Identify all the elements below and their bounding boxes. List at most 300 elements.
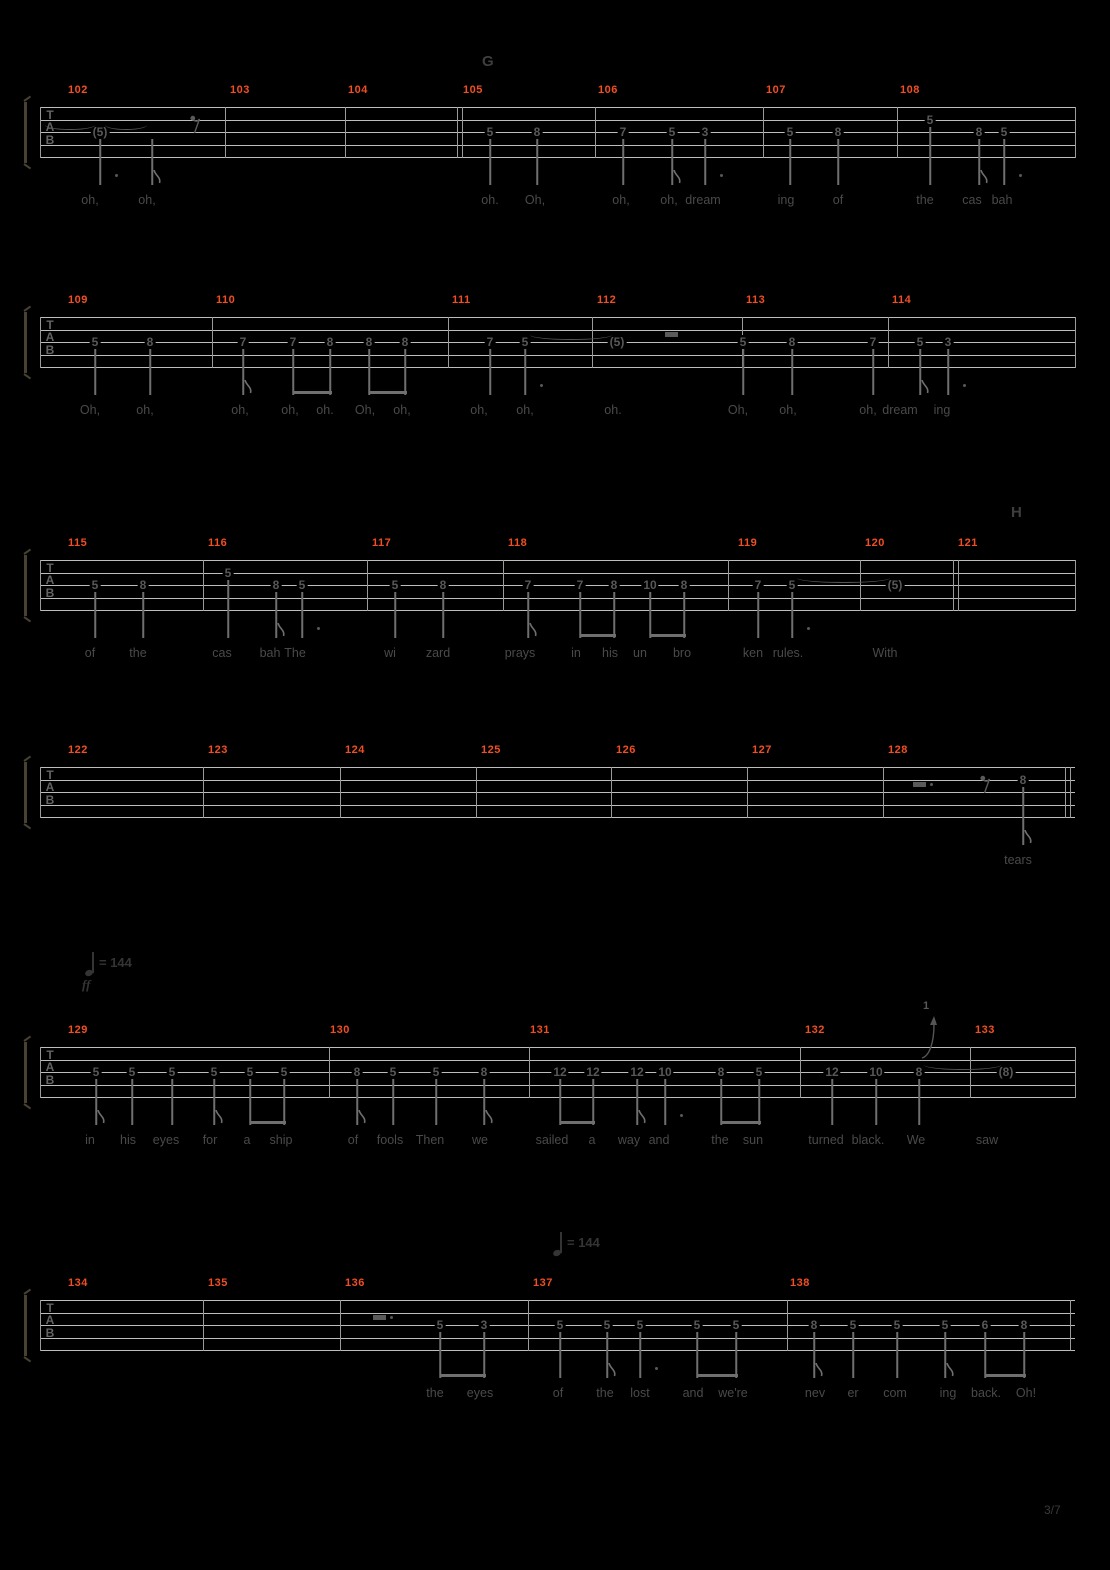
- lyric-syllable: of: [347, 1133, 359, 1147]
- barline: [1070, 767, 1071, 818]
- barline: [340, 767, 341, 818]
- barline: [457, 107, 458, 158]
- measure-number[interactable]: 120: [865, 537, 885, 549]
- note-stem: [392, 1079, 394, 1125]
- barline: [529, 1047, 530, 1098]
- note-stem: [536, 139, 538, 185]
- note-stem: [149, 349, 151, 395]
- beam: [293, 391, 332, 394]
- staff-line: [40, 573, 1075, 574]
- note-stem: [683, 592, 685, 638]
- staff-line: [40, 817, 1075, 818]
- note-stem: [613, 592, 615, 638]
- staff-line: [40, 107, 1075, 108]
- tempo-value: = 144: [567, 1235, 600, 1250]
- measure-number[interactable]: 104: [348, 84, 368, 96]
- fret-number[interactable]: 5: [788, 578, 796, 592]
- fret-number[interactable]: 8: [401, 335, 409, 349]
- tab-clef-letter: A: [45, 330, 55, 344]
- lyric-syllable: his: [602, 646, 618, 660]
- lyric-syllable: ship: [269, 1133, 293, 1147]
- barline: [448, 317, 449, 368]
- measure-number[interactable]: 108: [900, 84, 920, 96]
- note-stem: [791, 349, 793, 395]
- fret-number[interactable]: 3: [701, 125, 709, 139]
- fret-number[interactable]: 8: [326, 335, 334, 349]
- note-stem: [94, 592, 96, 638]
- fret-number[interactable]: 5: [389, 1065, 397, 1079]
- fret-number[interactable]: 5: [521, 335, 529, 349]
- barline: [203, 1300, 204, 1351]
- measure-number[interactable]: 103: [230, 84, 250, 96]
- fret-number[interactable]: 8: [834, 125, 842, 139]
- note-stem: [984, 1332, 986, 1378]
- fret-number[interactable]: 5: [391, 578, 399, 592]
- eighth-flag-icon: [529, 623, 538, 642]
- fret-number[interactable]: 8: [365, 335, 373, 349]
- eighth-flag-icon: [97, 1110, 106, 1129]
- half-rest-icon: [665, 332, 678, 337]
- fret-number[interactable]: 5: [298, 578, 306, 592]
- note-stem: [929, 127, 931, 186]
- eighth-flag-icon: [153, 170, 162, 189]
- barline: [970, 1047, 971, 1098]
- fret-number[interactable]: 8: [975, 125, 983, 139]
- lyric-syllable: for: [202, 1133, 218, 1147]
- lyric-syllable: we're: [718, 1386, 748, 1400]
- note-stem: [789, 139, 791, 185]
- augmentation-dot: [807, 627, 810, 630]
- tie-arc: [45, 120, 95, 130]
- measure-number[interactable]: 132: [805, 1024, 825, 1036]
- bracket-tip-bottom: [23, 823, 31, 829]
- eighth-rest-icon: [190, 115, 201, 139]
- fret-number[interactable]: 5: [210, 1065, 218, 1079]
- tie-arc: [797, 573, 890, 583]
- note-stem: [1023, 1332, 1025, 1378]
- note-stem: [831, 1079, 833, 1125]
- fret-number[interactable]: 7: [486, 335, 494, 349]
- barline: [462, 107, 463, 158]
- barline: [897, 107, 898, 158]
- fret-number[interactable]: 7: [619, 125, 627, 139]
- barline: [728, 560, 729, 611]
- lyric-syllable: oh,: [136, 403, 154, 417]
- tab-clef-letter: T: [46, 107, 54, 122]
- note-stem: [227, 580, 229, 639]
- fret-number[interactable]: 5: [916, 335, 924, 349]
- rest-dot: [390, 1316, 393, 1319]
- lyric-syllable: lost: [630, 1386, 650, 1400]
- fret-number[interactable]: 12: [630, 1065, 644, 1079]
- eighth-flag-icon: [980, 170, 989, 189]
- lyric-syllable: the: [711, 1133, 729, 1147]
- fret-number[interactable]: 3: [480, 1318, 488, 1332]
- measure-number[interactable]: 135: [208, 1277, 228, 1289]
- staff-line: [40, 317, 1075, 318]
- fret-number[interactable]: 5: [636, 1318, 644, 1332]
- fret-number[interactable]: 8: [1019, 772, 1027, 787]
- eighth-flag-icon: [358, 1110, 367, 1129]
- measure-number[interactable]: 130: [330, 1024, 350, 1036]
- fret-number[interactable]: 12: [586, 1065, 600, 1079]
- lyric-syllable: oh,: [393, 403, 411, 417]
- measure-number[interactable]: 126: [616, 744, 636, 756]
- lyric-syllable: the: [426, 1386, 444, 1400]
- note-stem: [301, 592, 303, 638]
- lyric-syllable: nev: [804, 1386, 826, 1400]
- fret-number[interactable]: 5: [246, 1065, 254, 1079]
- fret-number[interactable]: 5: [739, 335, 747, 349]
- lyric-syllable: a: [243, 1133, 251, 1147]
- beam: [697, 1374, 738, 1377]
- note-stem: [720, 1079, 722, 1125]
- barline: [1065, 767, 1066, 818]
- measure-number[interactable]: 131: [530, 1024, 550, 1036]
- barline: [329, 1047, 330, 1098]
- staff-system: [35, 537, 1075, 710]
- note-stem: [439, 1332, 441, 1378]
- tab-clef-letter: T: [46, 560, 54, 575]
- barline: [747, 767, 748, 818]
- note-stem: [875, 1079, 877, 1125]
- measure-number[interactable]: 102: [68, 84, 88, 96]
- barline: [203, 767, 204, 818]
- fret-number[interactable]: 5: [128, 1065, 136, 1079]
- note-stem: [394, 592, 396, 638]
- note-stem: [524, 349, 526, 395]
- fret-number[interactable]: 8: [139, 578, 147, 592]
- bend-amount: 1: [923, 1000, 930, 1012]
- fret-number[interactable]: (5): [92, 125, 108, 139]
- tab-clef-letter: A: [45, 120, 55, 134]
- barline: [503, 560, 504, 611]
- staff-line: [40, 1350, 1075, 1351]
- lyric-syllable: Oh,: [727, 403, 749, 417]
- barline: [212, 317, 213, 368]
- lyric-syllable: we: [472, 1133, 488, 1147]
- eighth-flag-icon: [946, 1363, 955, 1382]
- fret-number[interactable]: 8: [717, 1065, 725, 1079]
- barline: [800, 1047, 801, 1098]
- beam: [721, 1121, 761, 1124]
- lyric-syllable: of: [832, 193, 844, 207]
- tab-clef-letter: A: [45, 780, 55, 794]
- augmentation-dot: [655, 1367, 658, 1370]
- fret-number[interactable]: 6: [981, 1318, 989, 1332]
- lyric-syllable: oh,: [281, 403, 299, 417]
- measure-number[interactable]: 122: [68, 744, 88, 756]
- lyric-syllable: un: [633, 646, 647, 660]
- measure-number[interactable]: 121: [958, 537, 978, 549]
- fret-number[interactable]: 3: [944, 335, 952, 349]
- lyric-syllable: oh.: [316, 403, 334, 417]
- lyric-syllable: dream: [882, 403, 918, 417]
- fret-number[interactable]: 5: [941, 1318, 949, 1332]
- fret-number[interactable]: 12: [825, 1065, 839, 1079]
- fret-number[interactable]: 5: [486, 125, 494, 139]
- lyric-syllable: eyes: [152, 1133, 180, 1147]
- lyric-syllable: The: [284, 646, 306, 660]
- measure-number[interactable]: 124: [345, 744, 365, 756]
- fret-number[interactable]: 8: [915, 1065, 923, 1079]
- measure-number[interactable]: 133: [975, 1024, 995, 1036]
- fret-number[interactable]: 10: [658, 1065, 672, 1079]
- lyric-syllable: oh.: [604, 403, 622, 417]
- fret-number[interactable]: 8: [533, 125, 541, 139]
- note-stem: [947, 349, 949, 395]
- staff-line: [40, 1300, 1075, 1301]
- fret-number[interactable]: 8: [439, 578, 447, 592]
- lyric-syllable: oh,: [859, 403, 877, 417]
- measure-number[interactable]: 137: [533, 1277, 553, 1289]
- note-stem: [131, 1079, 133, 1125]
- tab-clef-letter: A: [45, 1313, 55, 1327]
- measure-number[interactable]: 106: [598, 84, 618, 96]
- barline: [592, 317, 593, 368]
- measure-number[interactable]: 123: [208, 744, 228, 756]
- tab-clef-letter: B: [45, 1072, 55, 1087]
- barline: [225, 107, 226, 158]
- augmentation-dot: [720, 174, 723, 177]
- measure-number[interactable]: 117: [372, 537, 392, 549]
- staff-system: [35, 744, 1075, 917]
- staff-line: [40, 1313, 1075, 1314]
- fret-number[interactable]: 5: [668, 125, 676, 139]
- fret-number[interactable]: 8: [272, 578, 280, 592]
- measure-number[interactable]: 136: [345, 1277, 365, 1289]
- lyric-syllable: of: [552, 1386, 564, 1400]
- fret-number[interactable]: 5: [693, 1318, 701, 1332]
- fret-number[interactable]: 12: [553, 1065, 567, 1079]
- tab-clef-letter: A: [45, 573, 55, 587]
- fret-number[interactable]: 10: [643, 578, 657, 592]
- fret-number[interactable]: 7: [239, 335, 247, 349]
- fret-number[interactable]: 5: [436, 1318, 444, 1332]
- fret-number[interactable]: 7: [289, 335, 297, 349]
- lyric-syllable: sun: [742, 1133, 764, 1147]
- tab-clef-letter: B: [45, 585, 55, 600]
- tempo-value: = 144: [99, 955, 132, 970]
- lyric-syllable: ing: [939, 1386, 957, 1400]
- measure-number[interactable]: 114: [892, 294, 912, 306]
- measure-number[interactable]: 134: [68, 1277, 88, 1289]
- tab-clef-letter: A: [45, 1060, 55, 1074]
- staff-line: [40, 792, 1075, 793]
- staff-system: [35, 1000, 1075, 1197]
- lyric-syllable: oh,: [779, 403, 797, 417]
- fret-number[interactable]: 8: [1020, 1318, 1028, 1332]
- measure-number[interactable]: 129: [68, 1024, 88, 1036]
- lyric-syllable: in: [85, 1133, 95, 1147]
- lyric-syllable: rules.: [772, 646, 804, 660]
- lyric-syllable: cas: [212, 646, 232, 660]
- measure-number[interactable]: 109: [68, 294, 88, 306]
- measure-number[interactable]: 113: [746, 294, 766, 306]
- bracket-tip-bottom: [23, 163, 31, 169]
- barline: [611, 767, 612, 818]
- fret-number[interactable]: 5: [1000, 125, 1008, 139]
- fret-number[interactable]: 5: [755, 1065, 763, 1079]
- eighth-flag-icon: [485, 1110, 494, 1129]
- fret-number[interactable]: 5: [849, 1318, 857, 1332]
- lyric-syllable: tears: [1004, 853, 1032, 867]
- beam: [985, 1374, 1026, 1377]
- note-stem: [757, 592, 759, 638]
- beam: [650, 634, 686, 637]
- note-stem: [918, 1079, 920, 1125]
- fret-number[interactable]: 5: [280, 1065, 288, 1079]
- fret-number[interactable]: 7: [576, 578, 584, 592]
- eighth-flag-icon: [608, 1363, 617, 1382]
- note-stem: [92, 952, 94, 973]
- fret-number[interactable]: 7: [524, 578, 532, 592]
- lyric-syllable: bah: [991, 193, 1013, 207]
- fret-number[interactable]: 5: [893, 1318, 901, 1332]
- measure-number[interactable]: 128: [888, 744, 908, 756]
- half-rest-icon: [913, 782, 926, 787]
- measure-number[interactable]: 110: [216, 294, 236, 306]
- staff-system: [35, 294, 1075, 467]
- beam: [250, 1121, 286, 1124]
- measure-number[interactable]: 138: [790, 1277, 810, 1289]
- fret-number[interactable]: (5): [887, 578, 903, 592]
- lyric-syllable: com: [883, 1386, 907, 1400]
- fret-number[interactable]: 5: [92, 1065, 100, 1079]
- staff-line: [40, 780, 1075, 781]
- barline: [1075, 107, 1076, 158]
- quarter-note-icon: [85, 952, 95, 978]
- fret-number[interactable]: 5: [926, 112, 934, 127]
- fret-number[interactable]: 5: [91, 335, 99, 349]
- fret-number[interactable]: 5: [556, 1318, 564, 1332]
- system-bracket: [24, 1042, 27, 1103]
- tab-clef-letter: T: [46, 767, 54, 782]
- note-stem: [649, 592, 651, 638]
- lyric-syllable: and: [682, 1386, 704, 1400]
- note-stem: [791, 592, 793, 638]
- section-letter: H: [1011, 504, 1022, 521]
- lyric-syllable: saw: [975, 1133, 999, 1147]
- staff-line: [40, 560, 1075, 561]
- fret-number[interactable]: 8: [810, 1318, 818, 1332]
- fret-number[interactable]: 7: [754, 578, 762, 592]
- eighth-flag-icon: [673, 170, 682, 189]
- lyric-syllable: Oh,: [524, 193, 546, 207]
- eighth-flag-icon: [277, 623, 286, 642]
- bend-arrow-icon: [921, 1014, 939, 1065]
- fret-number[interactable]: 8: [353, 1065, 361, 1079]
- fret-number[interactable]: 8: [480, 1065, 488, 1079]
- fret-number[interactable]: 8: [610, 578, 618, 592]
- fret-number[interactable]: 7: [869, 335, 877, 349]
- tab-clef-letter: B: [45, 132, 55, 147]
- note-stem: [142, 592, 144, 638]
- barline: [40, 767, 41, 818]
- tab-clef-letter: T: [46, 317, 54, 332]
- fret-number[interactable]: 5: [432, 1065, 440, 1079]
- fret-number[interactable]: 5: [224, 565, 232, 580]
- barline: [1075, 560, 1076, 611]
- augmentation-dot: [540, 384, 543, 387]
- tab-clef-letter: T: [46, 1300, 54, 1315]
- lyric-syllable: a: [588, 1133, 596, 1147]
- fret-number[interactable]: 5: [91, 578, 99, 592]
- fret-number[interactable]: 5: [603, 1318, 611, 1332]
- note-stem: [483, 1332, 485, 1378]
- tab-clef-letter: B: [45, 792, 55, 807]
- lyric-syllable: back.: [971, 1386, 1001, 1400]
- measure-number[interactable]: 119: [738, 537, 758, 549]
- note-stem: [852, 1332, 854, 1378]
- note-stem: [758, 1079, 760, 1125]
- measure-number[interactable]: 127: [752, 744, 772, 756]
- note-stem: [404, 349, 406, 395]
- note-stem: [696, 1332, 698, 1378]
- measure-number[interactable]: 118: [508, 537, 528, 549]
- bracket-tip-top: [23, 756, 31, 762]
- staff-system: [35, 84, 1075, 257]
- note-stem: [560, 1232, 562, 1253]
- fret-number[interactable]: 8: [680, 578, 688, 592]
- lyric-syllable: Oh!: [1015, 1386, 1037, 1400]
- note-stem: [592, 1079, 594, 1125]
- measure-number[interactable]: 116: [208, 537, 228, 549]
- note-stem: [735, 1332, 737, 1378]
- barline: [883, 767, 884, 818]
- measure-number[interactable]: 107: [766, 84, 786, 96]
- system-bracket: [24, 102, 27, 163]
- system-bracket: [24, 762, 27, 823]
- system-bracket: [24, 1295, 27, 1356]
- lyric-syllable: way: [617, 1133, 641, 1147]
- page-number: 3/7: [1044, 1503, 1061, 1517]
- fret-number[interactable]: (5): [609, 335, 625, 349]
- lyric-syllable: oh,: [231, 403, 249, 417]
- note-stem: [872, 349, 874, 395]
- fret-number[interactable]: 5: [732, 1318, 740, 1332]
- measure-number[interactable]: 125: [481, 744, 501, 756]
- fret-number[interactable]: (8): [998, 1065, 1014, 1079]
- measure-number[interactable]: 112: [597, 294, 617, 306]
- bracket-tip-top: [23, 1036, 31, 1042]
- measure-number[interactable]: 111: [452, 294, 471, 306]
- note-stem: [896, 1332, 898, 1378]
- fret-number[interactable]: 10: [869, 1065, 883, 1079]
- fret-number[interactable]: 5: [168, 1065, 176, 1079]
- fret-number[interactable]: 8: [788, 335, 796, 349]
- note-stem: [704, 139, 706, 185]
- fret-number[interactable]: 5: [786, 125, 794, 139]
- note-stem: [171, 1079, 173, 1125]
- lyric-syllable: Oh,: [354, 403, 376, 417]
- augmentation-dot: [115, 174, 118, 177]
- quarter-note-icon: [553, 1232, 563, 1258]
- fret-number[interactable]: 8: [146, 335, 154, 349]
- staff-line: [40, 805, 1075, 806]
- measure-number[interactable]: 115: [68, 537, 88, 549]
- note-stem: [559, 1079, 561, 1125]
- staff-line: [40, 1097, 1075, 1098]
- note-stem: [1003, 139, 1005, 185]
- note-stem: [329, 349, 331, 395]
- lyric-syllable: oh,: [138, 193, 156, 207]
- note-stem: [489, 139, 491, 185]
- bracket-tip-bottom: [23, 1356, 31, 1362]
- section-letter: G: [482, 53, 494, 70]
- measure-number[interactable]: 105: [463, 84, 483, 96]
- lyric-syllable: the: [916, 193, 934, 207]
